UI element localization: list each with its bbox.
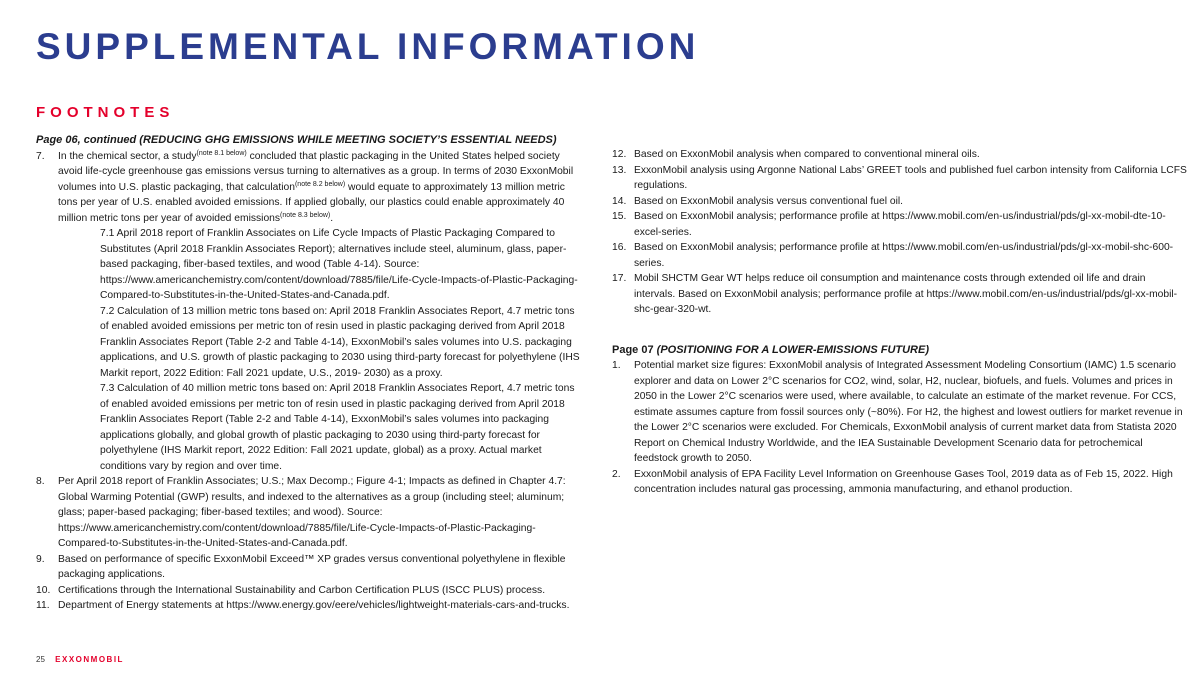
footnote-list-left bbox=[36, 149, 584, 614]
footnote-7 bbox=[36, 149, 584, 475]
footnote-number: 11. bbox=[36, 600, 50, 611]
subnote-7-3: 7.3 Calculation of 40 million metric tons based on: April 2018 Franklin Associates Report, 4.7 metric tons of enabled avoided emissions per metric ton of resin used in plastic packaging derived from April 2018 Franklin Associates Report (Table 2-2 and Table 4-14), ExxonMobil’s sales volumes into packaging applications globally, and global growth of plastic packaging to 2030 using third-party forecast for polyethylene (IHS Markit report, 2022 Edition: Fall 2021 update, global) as a proxy. Actual market conditions vary by region and over time. bbox=[100, 383, 575, 472]
right-column bbox=[612, 147, 1188, 498]
footnote-ref: (note 8.1 below) bbox=[196, 149, 247, 157]
page-title: SUPPLEMENTAL INFORMATION bbox=[36, 26, 700, 67]
footnote-13 bbox=[612, 163, 1188, 194]
footnote-number: 17. bbox=[612, 273, 627, 284]
footnote-p07-2 bbox=[612, 467, 1188, 498]
footnote-11 bbox=[36, 598, 584, 614]
page07-heading bbox=[612, 343, 1188, 359]
subnote-7-1: 7.1 April 2018 report of Franklin Associates on Life Cycle Impacts of Plastic Packaging Compared to Substitutes (April 2018 Franklin Associates Report); alternatives include steel, aluminum, glass, paper-based packaging, fiber-based textiles, and wood (Table 4-14). Source: https://www.americanchemistry.com/content/download/7885/file/Life-Cycle-Impacts-of-Plastic-Packaging-Compared-to-Substitutes-in-the-United-States-and-Canada.pdf. bbox=[100, 228, 578, 301]
footnote-8 bbox=[36, 474, 584, 552]
footnote-ref: (note 8.2 below) bbox=[294, 180, 346, 188]
footnote-number: 12. bbox=[612, 149, 627, 160]
footnote-15 bbox=[612, 209, 1188, 240]
footnote-text: would equate to approximately 13 million metric tons per year of U.S. enabled avoided emissions. If applied globally, our plastics could enable approximately 40 million metric tons per year of avoided emissions bbox=[58, 181, 565, 224]
footnote-p07-1 bbox=[612, 358, 1188, 467]
footnote-16 bbox=[612, 240, 1188, 271]
brand-wordmark: EXXONMOBIL bbox=[55, 655, 124, 664]
footnote-number: 14. bbox=[612, 195, 627, 207]
footnote-text: Based on performance of specific ExxonMobil Exceed™ XP grades versus conventional polyethylene in flexible packaging applications. bbox=[58, 553, 566, 580]
footnote-text: Based on ExxonMobil analysis; performance profile at https://www.mobil.com/en-us/industrial/pds/gl-xx-mobil-dte-10-excel-series. bbox=[634, 211, 1166, 238]
footnote-text: Based on ExxonMobil analysis; performance profile at https://www.mobil.com/en-us/industrial/pds/gl-xx-mobil-shc-600-series. bbox=[634, 242, 1174, 269]
footnote-list-page07 bbox=[612, 358, 1188, 498]
footnote-number: 7. bbox=[36, 150, 45, 162]
subnote-7-2: 7.2 Calculation of 13 million metric tons based on: April 2018 Franklin Associates Report, 4.7 metric tons of enabled avoided emissions per metric ton of resin used in plastic packaging derived from April 2018 Franklin Associates Report (Table 2-2 and Table 4-14), ExxonMobil’s sales volumes into U.S. packaging applications, and U.S. growth of plastic packaging to 2030 using third-party forecast for polyethylene (IHS Markit report, 2022 Edition: Fall 2021 update, U.S., 2019- 2030) as a proxy. bbox=[100, 305, 580, 379]
footnote-text: In the chemical sector, a study bbox=[58, 150, 197, 162]
footnote-text: Department of Energy statements at https://www.energy.gov/eere/vehicles/lightweight-materials-cars-and-trucks. bbox=[58, 600, 570, 611]
footnote-number: 15. bbox=[612, 211, 627, 222]
section-heading: FOOTNOTES bbox=[36, 104, 175, 121]
footnote-text: Potential market size figures: ExxonMobil analysis of Integrated Assessment Modeling Consortium (IAMC) 1.5 scenario explorer and data on Lower 2°C scenarios for CO2, wind, solar, H2, nuclear, biofuels, and fuels. Volumes and prices in 2050 in the Lower 2°C scenarios were used, where available, to calculate an estimate of the market revenue. For CCS, estimate assumes capture from fossil sources only (~80%). For H2, the highest and lowest outliers for market revenue in the Lower 2°C scenarios were excluded. For Chemicals, ExxonMobil analysis of current market data from Statista 2020 Report on Chemical Industry Worldwide, and the IEA Sustainable Development Scenario data for petrochemical feedstock growth to 2050. bbox=[634, 360, 1183, 464]
footnote-text: Based on ExxonMobil analysis versus conventional fuel oil. bbox=[634, 195, 904, 207]
page-number: 25 bbox=[36, 655, 45, 664]
footnote-text: . bbox=[330, 212, 334, 224]
footnote-text: concluded that plastic packaging in the United States helped society avoid life-cycle greenhouse gas emissions versus turning to alternatives as a group. In terms of 2030 ExxonMobil volumes into U.S. plastic packaging, that calculation bbox=[58, 150, 574, 193]
footnote-number: 9. bbox=[36, 553, 45, 565]
footnote-number: 10. bbox=[36, 584, 51, 596]
footnote-number: 16. bbox=[612, 242, 627, 253]
footnote-10 bbox=[36, 583, 584, 599]
page07-section-title: (POSITIONING FOR A LOWER-EMISSIONS FUTURE) bbox=[656, 343, 930, 356]
footnote-17 bbox=[612, 271, 1188, 318]
footnote-number: 8. bbox=[36, 476, 45, 487]
left-column bbox=[36, 133, 584, 614]
page-footer bbox=[36, 655, 124, 664]
page06-heading: Page 06, continued (REDUCING GHG EMISSIONS WHILE MEETING SOCIETY’S ESSENTIAL NEEDS) bbox=[36, 134, 557, 146]
footnote-number: 2. bbox=[612, 468, 621, 480]
footnote-text: ExxonMobil analysis using Argonne National Labs’ GREET tools and published fuel carbon intensity from California LCFS regulations. bbox=[634, 164, 1187, 191]
footnote-9 bbox=[36, 552, 584, 583]
footnote-number: 1. bbox=[612, 360, 621, 371]
footnote-text: Per April 2018 report of Franklin Associates; U.S.; Max Decomp.; Figure 4-1; Impacts as defined in Chapter 4.7: Global Warming Potential (GWP) results, and indexed to the alternatives as a group (including steel; aluminum; glass; paper-based packaging; fiber-based textiles; and wood). Source: https://www.americanchemistry.com/content/download/7885/file/Life-Cycle-Impacts-of-Plastic-Packaging-Compared-to-Substitutes-in-the-United-States-and-Canada.pdf. bbox=[58, 476, 566, 549]
footnote-text: ExxonMobil analysis of EPA Facility Level Information on Greenhouse Gases Tool, 2019 data as of Feb 15, 2022. High concentration includes natural gas processing, ammonia manufacturing, and ethanol production. bbox=[634, 468, 1173, 495]
footnote-ref: (note 8.3 below) bbox=[280, 211, 331, 219]
footnote-12 bbox=[612, 147, 1188, 163]
footnote-text: Certifications through the International Sustainability and Carbon Certification PLUS (ISCC PLUS) process. bbox=[58, 584, 546, 596]
footnote-text: Mobil SHCTM Gear WT helps reduce oil consumption and maintenance costs through extended oil life and drain intervals. Based on ExxonMobil analysis; performance profile at https://www.mobil.com/en-us/industrial/pds/gl-xx-mobil-shc-gear-320-wt. bbox=[634, 273, 1178, 315]
footnote-number: 13. bbox=[612, 164, 627, 176]
footnote-text: Based on ExxonMobil analysis when compared to conventional mineral oils. bbox=[634, 149, 980, 160]
footnote-list-right bbox=[612, 147, 1188, 318]
footnote-14 bbox=[612, 194, 1188, 210]
page07-label: Page 07 bbox=[612, 343, 654, 356]
